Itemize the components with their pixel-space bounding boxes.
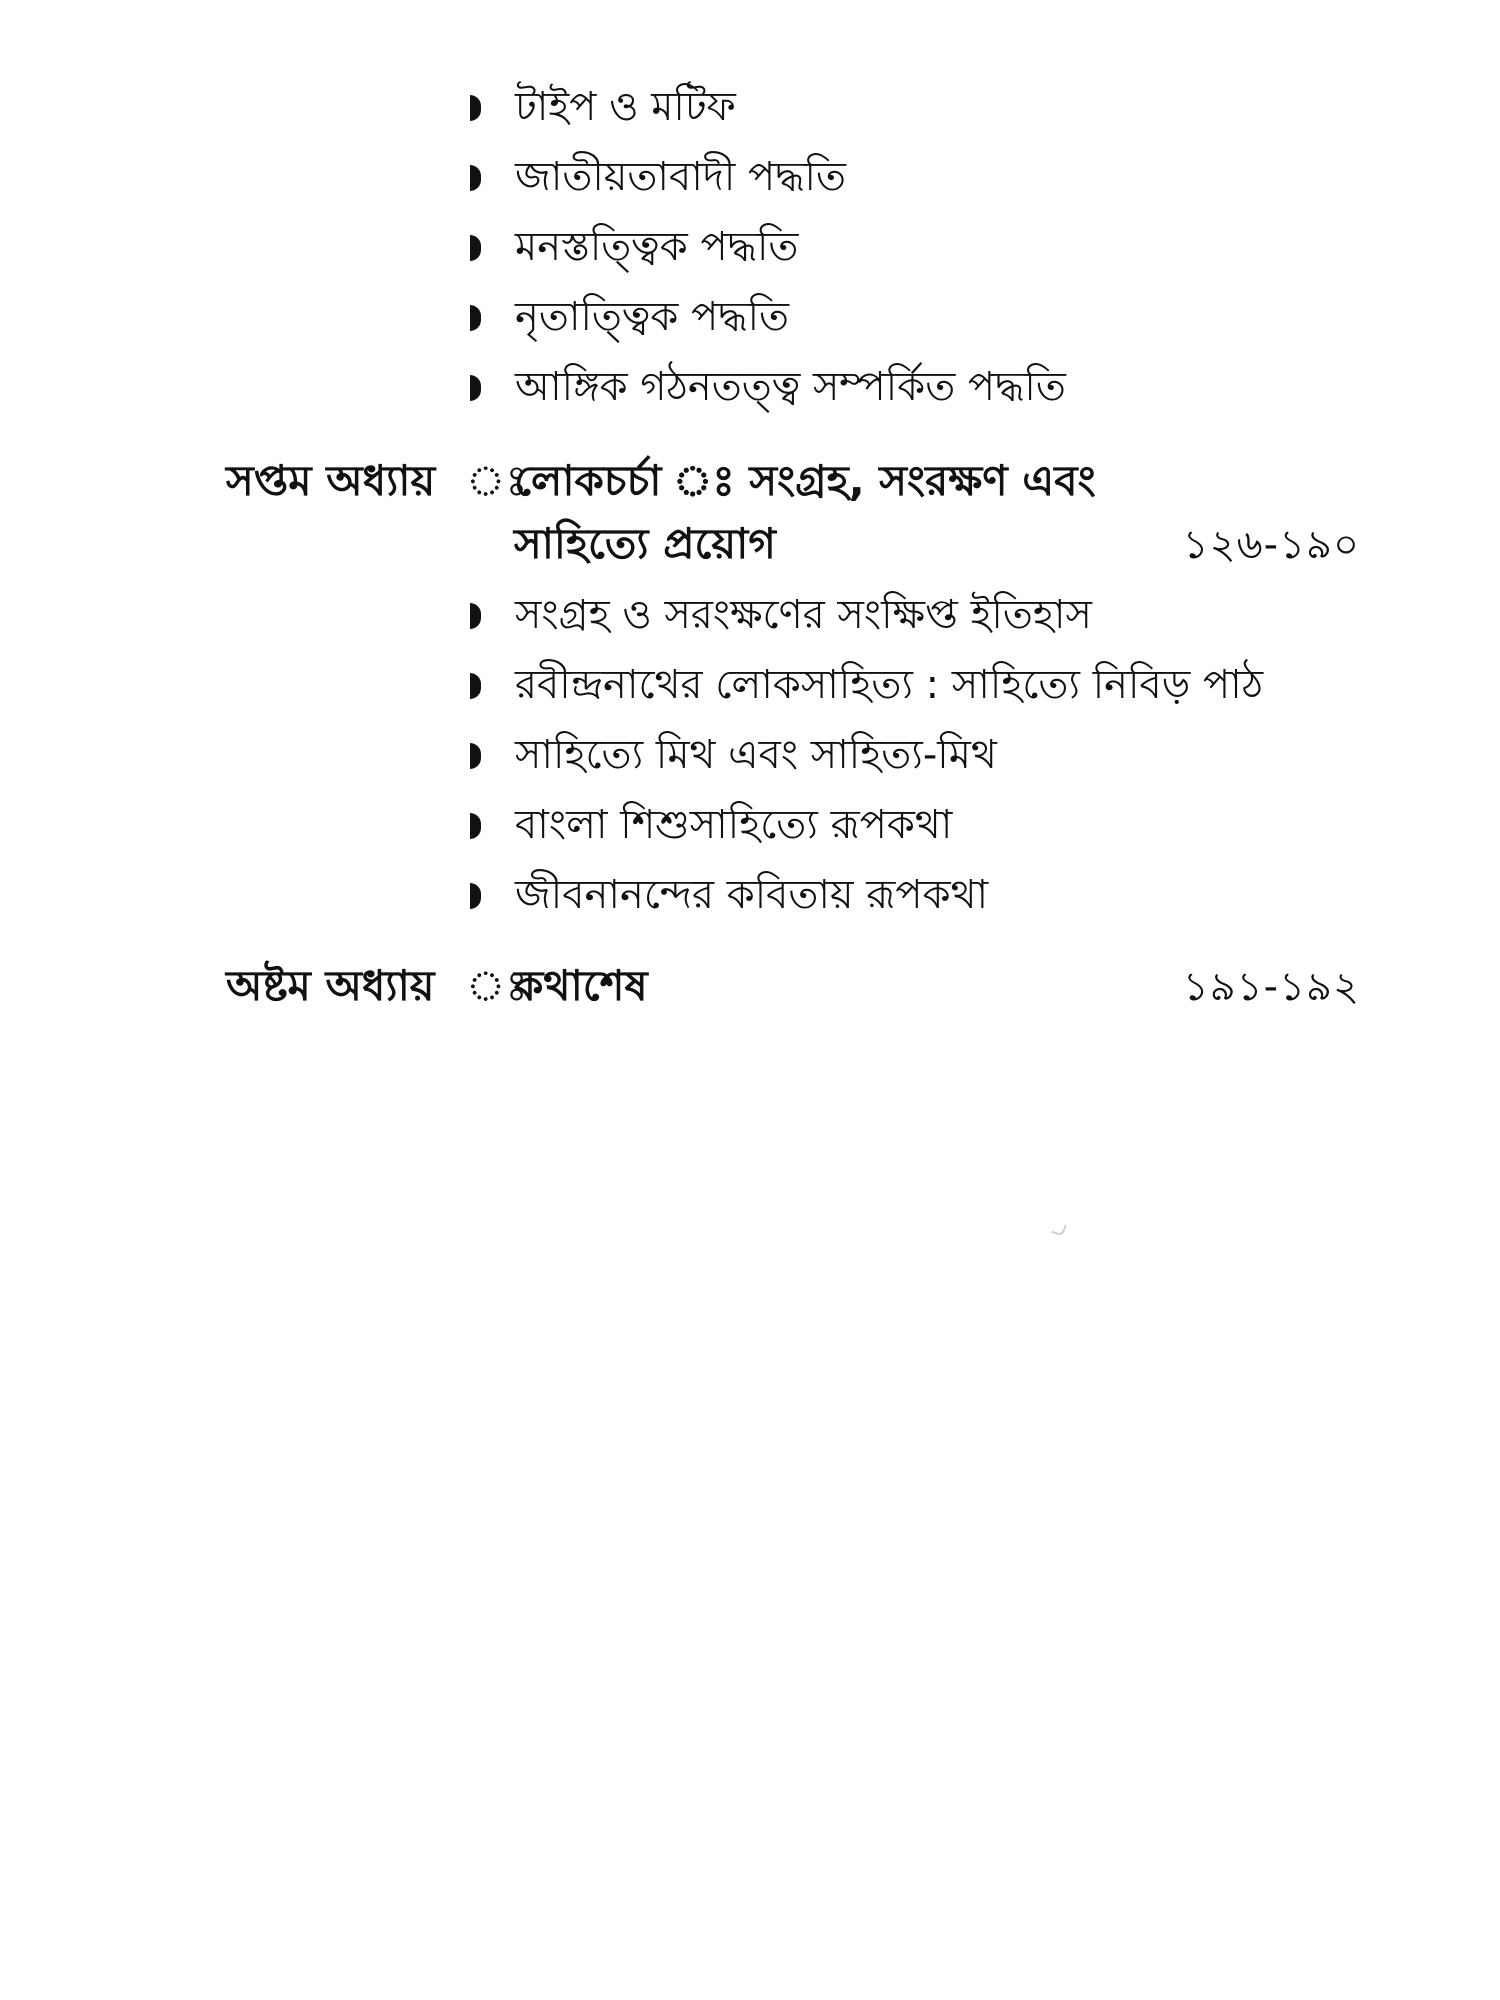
list-item-text: জীবনানন্দের কবিতায় রূপকথা xyxy=(515,871,989,918)
list-item xyxy=(470,222,798,274)
scan-mark-icon xyxy=(1051,1221,1066,1236)
page-range: ১৯১-১৯২ xyxy=(1182,963,1360,1010)
page-range: ১২৬-১৯০ xyxy=(1182,521,1360,568)
chapter-colon: ঃ xyxy=(466,960,528,1010)
list-item-text: মনস্তত্ত্বিক পদ্ধতি xyxy=(515,223,799,270)
chapter-label: সপ্তম অধ্যায় xyxy=(226,455,436,505)
list-item-text: বাংলা শিশুসাহিত্যে রূপকথা xyxy=(515,801,953,848)
list-item xyxy=(470,660,1263,712)
chapter-title: লোকচর্চা ঃ সংগ্রহ, সংরক্ষণ এবং xyxy=(514,455,1096,505)
list-item xyxy=(470,362,1066,414)
bullet-icon xyxy=(470,883,481,909)
chapter-title-continued: সাহিত্যে প্রয়োগ xyxy=(514,518,776,568)
bullet-icon xyxy=(470,813,481,839)
chapter-7-heading xyxy=(0,455,1500,511)
list-item xyxy=(470,152,846,204)
bullet-icon xyxy=(470,305,481,331)
bullet-icon xyxy=(470,235,481,261)
list-item-text: জাতীয়তাবাদী পদ্ধতি xyxy=(515,153,846,200)
bullet-icon xyxy=(470,95,481,121)
chapter-8-heading xyxy=(0,960,1500,1016)
list-item-text: সংগ্রহ ও সরংক্ষণের সংক্ষিপ্ত ইতিহাস xyxy=(515,591,1092,638)
list-item xyxy=(470,82,736,134)
list-item xyxy=(470,800,952,852)
bullet-icon xyxy=(470,165,481,191)
chapter-label: অষ্টম অধ্যায় xyxy=(226,960,435,1010)
list-item-text: নৃতাত্ত্বিক পদ্ধতি xyxy=(515,293,790,340)
chapter-7-heading-line2 xyxy=(0,518,1500,574)
list-item xyxy=(470,590,1092,642)
list-item xyxy=(470,292,789,344)
list-item-text: সাহিত্যে মিথ এবং সাহিত্য-মিথ xyxy=(515,731,997,778)
bullet-icon xyxy=(470,743,481,769)
bullet-icon xyxy=(470,603,481,629)
list-item-text: টাইপ ও মটিফ xyxy=(515,83,736,130)
list-item-text: রবীন্দ্রনাথের লোকসাহিত্য : সাহিত্যে নিবিড় পাঠ xyxy=(515,661,1264,708)
chapter-colon: ঃ xyxy=(466,455,528,505)
list-item xyxy=(470,730,997,782)
bullet-icon xyxy=(470,673,481,699)
list-item-text: আঙ্গিক গঠনতত্ত্ব সম্পর্কিত পদ্ধতি xyxy=(515,363,1066,410)
bullet-icon xyxy=(470,375,481,401)
list-item xyxy=(470,870,988,922)
chapter-title: কথাশেষ xyxy=(514,960,648,1010)
